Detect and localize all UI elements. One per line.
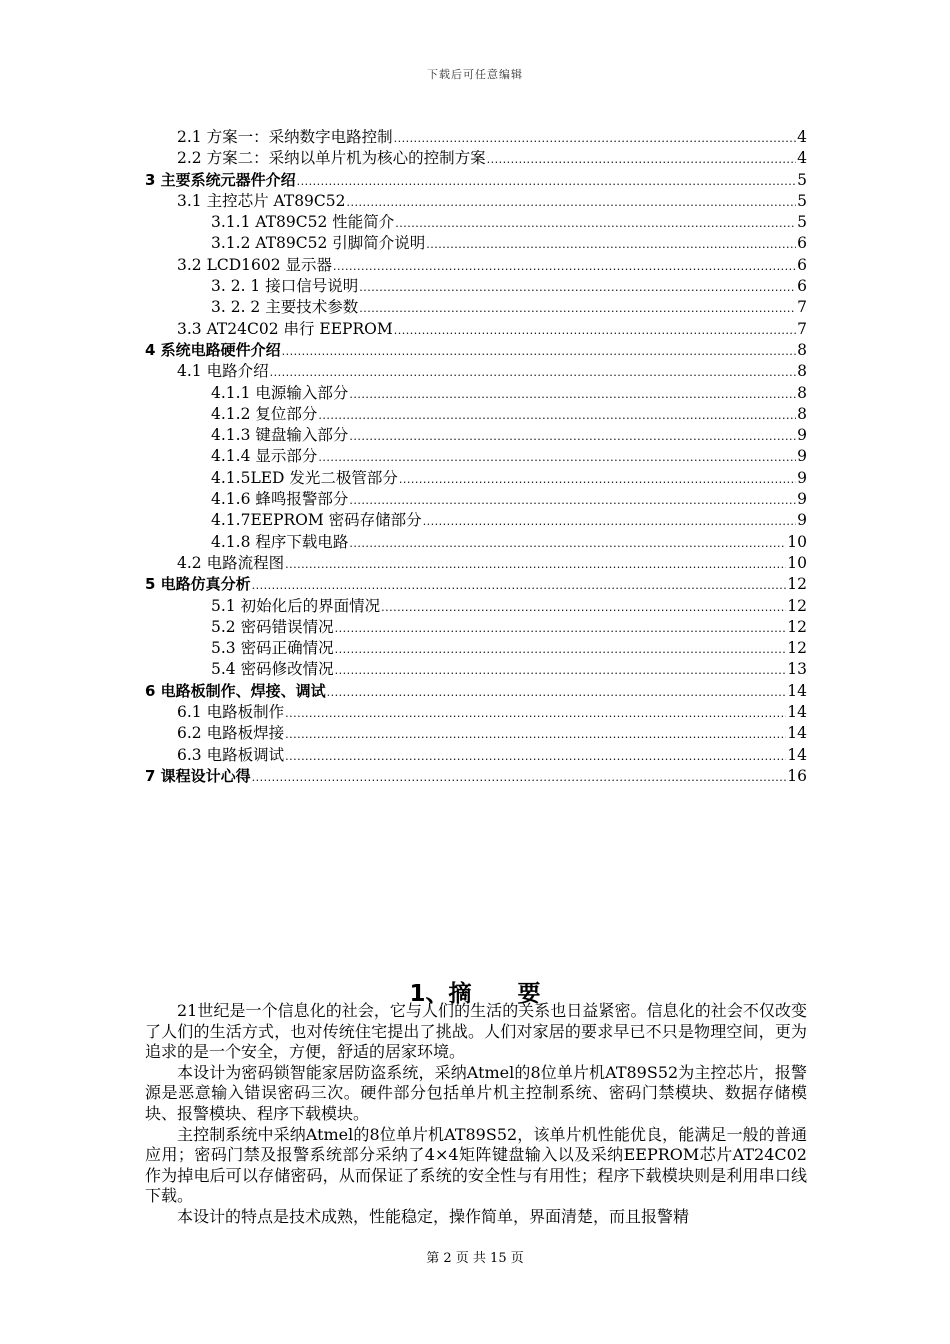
toc-leader-dots xyxy=(349,426,796,447)
toc-leader-dots xyxy=(270,362,797,383)
toc-entry-title: 4.1.7EEPROM 密码存储部分 xyxy=(211,511,422,530)
toc-entry[interactable] xyxy=(145,574,807,595)
toc-leader-dots xyxy=(395,213,796,234)
toc-entry[interactable] xyxy=(145,766,807,787)
toc-entry[interactable] xyxy=(145,276,807,297)
toc-entry[interactable] xyxy=(145,148,807,169)
toc-entry-page: 9 xyxy=(797,490,807,509)
toc-entry-title: 4.1.6 蜂鸣报警部分 xyxy=(211,490,349,509)
toc-entry-page: 14 xyxy=(787,703,807,722)
toc-entry-title: 4.1.2 复位部分 xyxy=(211,404,318,423)
toc-entry[interactable] xyxy=(145,170,807,191)
toc-entry-title: 3.1 主控芯片 AT89C52 xyxy=(177,191,346,210)
toc-entry-page: 4 xyxy=(797,128,807,146)
toc-leader-dots xyxy=(381,597,786,618)
toc-entry-title: 2.2 方案二：采纳以单片机为核心的控制方案 xyxy=(177,149,486,168)
toc-entry[interactable] xyxy=(145,681,807,702)
toc-entry[interactable] xyxy=(145,489,807,510)
toc-leader-dots xyxy=(349,490,796,511)
toc-entry-page: 12 xyxy=(787,639,807,658)
toc-entry-title: 4.1.3 键盘输入部分 xyxy=(211,426,349,445)
toc-entry[interactable] xyxy=(145,340,807,361)
toc-entry[interactable] xyxy=(145,383,807,404)
toc-entry[interactable] xyxy=(145,255,807,276)
toc-entry-title: 6.3 电路板调试 xyxy=(177,745,285,764)
abstract-title: 1、摘 要 xyxy=(409,981,541,1007)
toc-leader-dots xyxy=(285,746,786,767)
toc-entry-page: 12 xyxy=(787,617,807,636)
toc-entry-page: 8 xyxy=(797,362,807,381)
abstract-paragraph: 本设计为密码锁智能家居防盗系统，采纳Atmel的8位单片机AT89S52为主控芯片，报警源是恶意输入错误密码三次。硬件部分包括单片机主控制系统、密码门禁模块、数据存储模块、报警模块、程序下载模块。 xyxy=(145,1062,807,1123)
abstract-body xyxy=(145,1001,807,1228)
abstract-paragraph: 本设计的特点是技术成熟，性能稳定，操作简单，界面清楚，而且报警精 xyxy=(177,1206,690,1226)
toc-entry-title: 3. 2. 1 接口信号说明 xyxy=(211,277,359,296)
toc-entry[interactable] xyxy=(145,446,807,467)
toc-entry-page: 9 xyxy=(797,447,807,466)
toc-entry-title: 4.1.1 电源输入部分 xyxy=(211,383,349,402)
toc-entry[interactable] xyxy=(145,510,807,531)
toc-leader-dots xyxy=(318,447,796,468)
toc-entry-title: 4.1 电路介绍 xyxy=(177,362,269,381)
toc-entry-title: 6.1 电路板制作 xyxy=(177,703,285,722)
toc-leader-dots xyxy=(347,192,797,213)
toc-leader-dots xyxy=(487,149,797,170)
toc-entry-title: 3. 2. 2 主要技术参数 xyxy=(211,298,359,317)
toc-leader-dots xyxy=(423,511,796,532)
toc-leader-dots xyxy=(318,405,796,426)
toc-entry[interactable] xyxy=(145,319,807,340)
toc-entry[interactable] xyxy=(145,233,807,254)
toc-entry-title: 4.2 电路流程图 xyxy=(177,553,285,572)
toc-entry[interactable] xyxy=(145,702,807,723)
toc-leader-dots xyxy=(252,767,787,788)
toc-leader-dots xyxy=(394,128,797,149)
toc-entry-page: 8 xyxy=(797,404,807,423)
toc-entry-page: 12 xyxy=(787,596,807,615)
toc-entry-page: 7 xyxy=(797,319,807,338)
toc-leader-dots xyxy=(359,277,796,298)
toc-entry-page: 5 xyxy=(797,191,807,210)
toc-leader-dots xyxy=(333,256,796,277)
toc-entry-page: 5 xyxy=(797,213,807,232)
toc-entry-page: 9 xyxy=(797,426,807,445)
toc-entry-title: 6 电路板制作、焊接、调试 xyxy=(145,681,326,700)
toc-entry-page: 6 xyxy=(797,255,807,274)
toc-leader-dots xyxy=(282,341,796,362)
toc-entry[interactable] xyxy=(145,596,807,617)
toc-entry-title: 3.3 AT24C02 串行 EEPROM xyxy=(177,319,393,338)
toc-entry-title: 3.1.2 AT89C52 引脚简介说明 xyxy=(211,234,426,253)
toc-entry-page: 12 xyxy=(787,575,807,594)
toc-entry-title: 5.3 密码正确情况 xyxy=(211,639,334,658)
toc-leader-dots xyxy=(252,575,787,596)
toc-entry[interactable] xyxy=(145,745,807,766)
toc-entry[interactable] xyxy=(145,617,807,638)
toc-entry-title: 2.1 方案一：采纳数字电路控制 xyxy=(177,128,393,146)
toc-entry-title: 5 电路仿真分析 xyxy=(145,575,251,594)
toc-entry-page: 10 xyxy=(787,532,807,551)
toc-entry[interactable] xyxy=(145,191,807,212)
toc-entry[interactable] xyxy=(145,361,807,382)
toc-entry[interactable] xyxy=(145,127,807,148)
toc-entry-page: 7 xyxy=(797,298,807,317)
toc-leader-dots xyxy=(426,234,796,255)
abstract-paragraph: 21世纪是一个信息化的社会，它与人们的生活的关系也日益紧密。信息化的社会不仅改变了人们的生活方式，也对传统住宅提出了挑战。人们对家居的要求早已不只是物理空间，更为追求的是一个安全，方便，舒适的居家环境。 xyxy=(145,1001,807,1062)
page-footer: 第 2 页 共 15 页 xyxy=(426,1251,524,1266)
toc-leader-dots xyxy=(297,171,796,192)
toc-entry-title: 4 系统电路硬件介绍 xyxy=(145,340,281,359)
toc-entry[interactable] xyxy=(145,638,807,659)
toc-entry-title: 5.1 初始化后的界面情况 xyxy=(211,596,381,615)
toc-entry[interactable] xyxy=(145,297,807,318)
toc-entry-title: 4.1.4 显示部分 xyxy=(211,447,318,466)
toc-entry-page: 14 xyxy=(787,745,807,764)
toc-entry-page: 4 xyxy=(797,149,807,168)
toc-entry-page: 8 xyxy=(797,383,807,402)
toc-entry[interactable] xyxy=(145,212,807,233)
toc-entry-page: 5 xyxy=(797,170,807,189)
toc-entry[interactable] xyxy=(145,659,807,680)
toc-leader-dots xyxy=(285,703,786,724)
toc-leader-dots xyxy=(349,533,786,554)
toc-entry-title: 4.1.5LED 发光二极管部分 xyxy=(211,468,398,487)
toc-entry-page: 9 xyxy=(797,468,807,487)
toc-entry-title: 3.2 LCD1602 显示器 xyxy=(177,255,333,274)
toc-leader-dots xyxy=(285,724,786,745)
toc-entry-page: 10 xyxy=(787,553,807,572)
toc-entry[interactable] xyxy=(145,468,807,489)
toc-entry-title: 3.1.1 AT89C52 性能简介 xyxy=(211,213,395,232)
toc-entry[interactable] xyxy=(145,425,807,446)
toc-entry-title: 5.4 密码修改情况 xyxy=(211,660,334,679)
table-of-contents xyxy=(145,127,807,787)
toc-entry-page: 6 xyxy=(797,234,807,253)
toc-leader-dots xyxy=(335,639,787,660)
page-header: 下载后可任意编辑 xyxy=(427,68,523,81)
toc-entry[interactable] xyxy=(145,723,807,744)
toc-entry-title: 5.2 密码错误情况 xyxy=(211,617,334,636)
toc-leader-dots xyxy=(394,320,796,341)
toc-leader-dots xyxy=(335,660,787,681)
toc-entry-page: 6 xyxy=(797,277,807,296)
toc-leader-dots xyxy=(285,554,786,575)
toc-leader-dots xyxy=(335,618,787,639)
toc-entry-page: 8 xyxy=(797,340,807,359)
toc-entry[interactable] xyxy=(145,532,807,553)
toc-entry-page: 14 xyxy=(787,724,807,743)
toc-entry-title: 3 主要系统元器件介绍 xyxy=(145,170,296,189)
abstract-paragraph: 主控制系统中采纳Atmel的8位单片机AT89S52，该单片机性能优良，能满足一般的普通应用；密码门禁及报警系统部分采纳了4×4矩阵键盘输入以及采纳EEPROM芯片AT24C02作为掉电后可以存储密码，从而保证了系统的安全性与有用性；程序下载模块则是利用串口线下载。 xyxy=(145,1124,807,1206)
toc-entry[interactable] xyxy=(145,404,807,425)
toc-entry-title: 4.1.8 程序下载电路 xyxy=(211,532,349,551)
toc-entry-page: 14 xyxy=(787,681,807,700)
toc-entry-page: 16 xyxy=(787,766,807,785)
toc-entry-title: 6.2 电路板焊接 xyxy=(177,724,285,743)
toc-leader-dots xyxy=(399,469,796,490)
toc-leader-dots xyxy=(359,298,796,319)
toc-entry-title: 7 课程设计心得 xyxy=(145,766,251,785)
toc-entry-page: 13 xyxy=(787,660,807,679)
toc-entry[interactable] xyxy=(145,553,807,574)
toc-leader-dots xyxy=(349,384,796,405)
toc-entry-page: 9 xyxy=(797,511,807,530)
toc-leader-dots xyxy=(327,682,787,703)
